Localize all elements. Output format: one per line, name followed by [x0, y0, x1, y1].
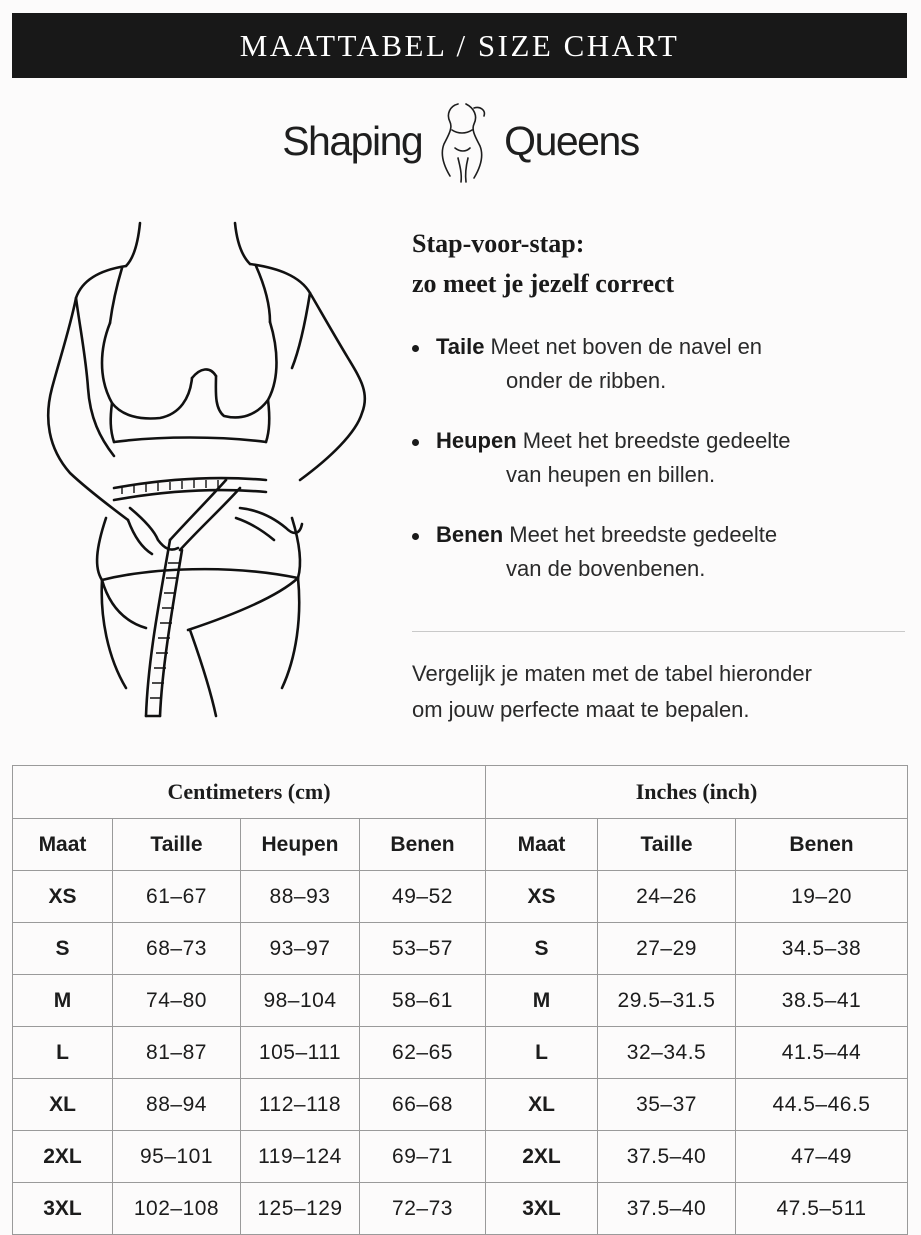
table-row	[13, 923, 908, 975]
size-cell: 3XL	[13, 1183, 113, 1235]
cm-heupen-cell: 125–129	[241, 1183, 360, 1235]
group-header-cm: Centimeters (cm)	[13, 766, 486, 819]
size-cell: S	[13, 923, 113, 975]
table-row	[13, 1027, 908, 1079]
col-header: Benen	[736, 819, 908, 871]
cm-benen-cell: 69–71	[360, 1131, 486, 1183]
col-header: Taille	[598, 819, 736, 871]
table-row	[13, 1183, 908, 1235]
step-term: Heupen	[436, 428, 517, 453]
size-cell: M	[486, 975, 598, 1027]
step-desc-continued: van heupen en billen.	[506, 462, 716, 487]
inch-benen-cell: 41.5–44	[736, 1027, 908, 1079]
step-item-heupen	[412, 424, 912, 492]
bullet-dot-icon	[412, 439, 419, 446]
steps-title-line2: zo meet je jezelf correct	[412, 269, 675, 298]
col-header: Maat	[486, 819, 598, 871]
step-item-taile	[412, 330, 912, 398]
cm-benen-cell: 58–61	[360, 975, 486, 1027]
size-cell: M	[13, 975, 113, 1027]
cm-taille-cell: 61–67	[113, 871, 241, 923]
cm-taille-cell: 95–101	[113, 1131, 241, 1183]
size-cell: XS	[13, 871, 113, 923]
logo-text-right: Queens	[504, 117, 639, 164]
size-cell: L	[486, 1027, 598, 1079]
step-desc-continued: onder de ribben.	[506, 368, 667, 393]
size-cell: S	[486, 923, 598, 975]
cm-taille-cell: 81–87	[113, 1027, 241, 1079]
cm-taille-cell: 68–73	[113, 923, 241, 975]
size-cell: L	[13, 1027, 113, 1079]
inch-taille-cell: 27–29	[598, 923, 736, 975]
steps-title-line1: Stap-voor-stap:	[412, 229, 585, 258]
group-header-inch: Inches (inch)	[486, 766, 908, 819]
inch-taille-cell: 37.5–40	[598, 1131, 736, 1183]
woman-measuring-waist-icon	[30, 218, 410, 728]
size-cell: XS	[486, 871, 598, 923]
table-row	[13, 1131, 908, 1183]
size-cell: 3XL	[486, 1183, 598, 1235]
compare-line2: om jouw perfecte maat te bepalen.	[412, 697, 750, 722]
cm-taille-cell: 88–94	[113, 1079, 241, 1131]
size-cell: XL	[486, 1079, 598, 1131]
cm-benen-cell: 49–52	[360, 871, 486, 923]
cm-heupen-cell: 88–93	[241, 871, 360, 923]
measure-steps-list	[412, 330, 912, 612]
step-desc-continued: van de bovenbenen.	[506, 556, 706, 581]
inch-taille-cell: 37.5–40	[598, 1183, 736, 1235]
cm-taille-cell: 74–80	[113, 975, 241, 1027]
inch-taille-cell: 29.5–31.5	[598, 975, 736, 1027]
step-desc: Meet net boven de navel en	[490, 334, 763, 359]
table-row	[13, 975, 908, 1027]
inch-benen-cell: 19–20	[736, 871, 908, 923]
inch-taille-cell: 24–26	[598, 871, 736, 923]
table-group-header-row	[13, 766, 908, 819]
cm-benen-cell: 62–65	[360, 1027, 486, 1079]
inch-taille-cell: 32–34.5	[598, 1027, 736, 1079]
step-term: Taile	[436, 334, 485, 359]
step-item-benen	[412, 518, 912, 586]
cm-heupen-cell: 93–97	[241, 923, 360, 975]
inch-benen-cell: 34.5–38	[736, 923, 908, 975]
cm-heupen-cell: 112–118	[241, 1079, 360, 1131]
inch-taille-cell: 35–37	[598, 1079, 736, 1131]
col-header: Taille	[113, 819, 241, 871]
inch-benen-cell: 47.5–511	[736, 1183, 908, 1235]
step-desc: Meet het breedste gedeelte	[509, 522, 778, 547]
col-header: Maat	[13, 819, 113, 871]
steps-title	[412, 224, 892, 304]
cm-benen-cell: 72–73	[360, 1183, 486, 1235]
cm-heupen-cell: 119–124	[241, 1131, 360, 1183]
banner-title: MAATTABEL / SIZE CHART	[239, 27, 680, 63]
bullet-dot-icon	[412, 345, 419, 352]
brand-logo	[0, 96, 921, 186]
cm-benen-cell: 66–68	[360, 1079, 486, 1131]
cm-heupen-cell: 98–104	[241, 975, 360, 1027]
table-row	[13, 1079, 908, 1131]
step-term: Benen	[436, 522, 504, 547]
size-chart-banner	[12, 13, 907, 78]
size-table-body	[13, 871, 908, 1235]
size-table	[12, 765, 908, 1235]
bullet-dot-icon	[412, 533, 419, 540]
cm-taille-cell: 102–108	[113, 1183, 241, 1235]
cm-benen-cell: 53–57	[360, 923, 486, 975]
inch-benen-cell: 38.5–41	[736, 975, 908, 1027]
compare-line1: Vergelijk je maten met de tabel hieronder	[412, 661, 812, 686]
table-row	[13, 871, 908, 923]
inch-benen-cell: 47–49	[736, 1131, 908, 1183]
step-desc: Meet het breedste gedeelte	[522, 428, 791, 453]
compare-note	[412, 656, 912, 728]
size-cell: 2XL	[486, 1131, 598, 1183]
inch-benen-cell: 44.5–46.5	[736, 1079, 908, 1131]
col-header: Benen	[360, 819, 486, 871]
col-header: Heupen	[241, 819, 360, 871]
table-column-header-row	[13, 819, 908, 871]
logo-text-left: Shaping	[282, 117, 423, 164]
section-divider	[412, 631, 905, 632]
woman-silhouette-icon	[428, 96, 498, 186]
size-cell: 2XL	[13, 1131, 113, 1183]
size-cell: XL	[13, 1079, 113, 1131]
cm-heupen-cell: 105–111	[241, 1027, 360, 1079]
